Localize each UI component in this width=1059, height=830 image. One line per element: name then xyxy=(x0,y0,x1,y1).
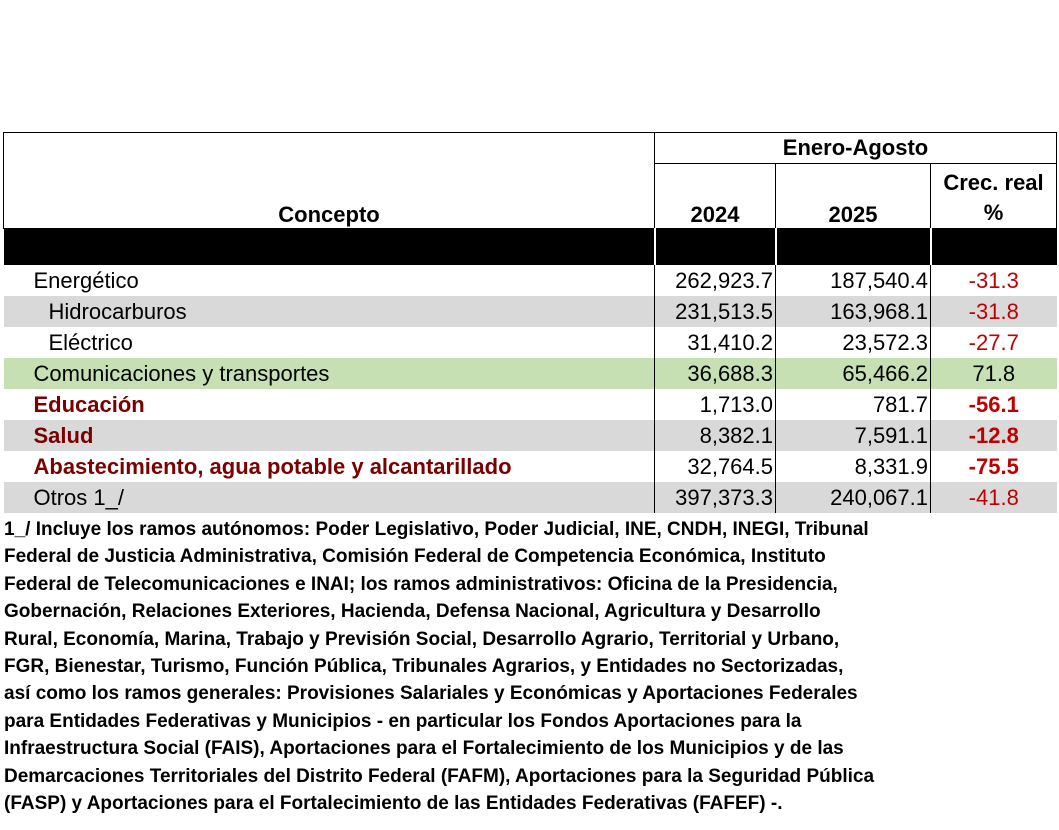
growth-header: Crec. real % xyxy=(931,164,1057,229)
row-value-2025: 23,572.3 xyxy=(776,327,931,358)
footnote-line: Demarcaciones Territoriales del Distrito Federal (FAFM), Aportaciones para la Seguridad Pública xyxy=(4,765,875,787)
row-concept: Abastecimiento, agua potable y alcantarillado xyxy=(4,451,655,482)
row-value-2024: 262,923.7 xyxy=(655,265,776,296)
footnote-line: para Entidades Federativas y Municipios - en particular los Fondos Aportaciones para la xyxy=(4,710,802,732)
row-concept: Energético xyxy=(4,265,655,296)
row-growth: -27.7 xyxy=(931,327,1057,358)
row-concept: Eléctrico xyxy=(4,327,655,358)
row-value-2024: 397,373.3 xyxy=(655,482,776,513)
period-header: Enero-Agosto xyxy=(655,133,1057,164)
row-value-2024: 1,713.0 xyxy=(655,389,776,420)
footnote-line: Gobernación, Relaciones Exteriores, Hacienda, Defensa Nacional, Agricultura y Desarrollo xyxy=(4,601,821,623)
row-value-2025: 8,331.9 xyxy=(776,451,931,482)
footnote xyxy=(4,516,1057,817)
row-growth: -56.1 xyxy=(931,389,1057,420)
row-value-2024: 8,382.1 xyxy=(655,420,776,451)
table-row xyxy=(4,389,1057,420)
row-growth: 71.8 xyxy=(931,358,1057,389)
footnote-line: 1_/ Incluye los ramos autónomos: Poder Legislativo, Poder Judicial, INE, CNDH, INEGI, Tribunal xyxy=(4,519,869,540)
table-row xyxy=(4,420,1057,451)
row-growth: -12.8 xyxy=(931,420,1057,451)
table-row xyxy=(4,482,1057,513)
row-value-2024: 31,410.2 xyxy=(655,327,776,358)
row-value-2024: 32,764.5 xyxy=(655,451,776,482)
black-band xyxy=(4,229,1057,266)
table-row xyxy=(4,265,1057,296)
row-concept: Hidrocarburos xyxy=(4,296,655,327)
table-row xyxy=(4,451,1057,482)
footnote-line: Federal de Telecomunicaciones e INAI; los ramos administrativos: Oficina de la Presidencia, xyxy=(4,573,838,595)
footnote-line: Rural, Economía, Marina, Trabajo y Previsión Social, Desarrollo Agrario, Territorial y Urbano, xyxy=(4,628,840,650)
row-growth: -75.5 xyxy=(931,451,1057,482)
table-row xyxy=(4,327,1057,358)
row-concept: Salud xyxy=(4,420,655,451)
row-concept: Educación xyxy=(4,389,655,420)
footnote-line: así como los ramos generales: Provisiones Salariales y Económicas y Aportaciones Federales xyxy=(4,683,858,705)
footnote-line: (FASP) y Aportaciones para el Fortalecimiento de las Entidades Federativas (FAFEF) -. xyxy=(4,793,783,815)
year-2024-header: 2024 xyxy=(655,164,776,229)
footnote-line: Federal de Justicia Administrativa, Comisión Federal de Competencia Económica, Instituto xyxy=(4,546,826,568)
row-value-2024: 36,688.3 xyxy=(655,358,776,389)
footnote-line: Infraestructura Social (FAIS), Aportaciones para el Fortalecimiento de los Municipios y de las xyxy=(4,738,844,760)
row-growth: -41.8 xyxy=(931,482,1057,513)
row-value-2025: 65,466.2 xyxy=(776,358,931,389)
spending-table xyxy=(3,132,1057,513)
row-value-2025: 163,968.1 xyxy=(776,296,931,327)
table-row xyxy=(4,358,1057,389)
table-row xyxy=(4,296,1057,327)
row-growth: -31.3 xyxy=(931,265,1057,296)
row-value-2024: 231,513.5 xyxy=(655,296,776,327)
row-value-2025: 781.7 xyxy=(776,389,931,420)
row-value-2025: 240,067.1 xyxy=(776,482,931,513)
row-concept: Otros 1_/ xyxy=(4,482,655,513)
row-growth: -31.8 xyxy=(931,296,1057,327)
year-2025-header: 2025 xyxy=(776,164,931,229)
row-value-2025: 187,540.4 xyxy=(776,265,931,296)
concept-header: Concepto xyxy=(4,133,655,229)
row-value-2025: 7,591.1 xyxy=(776,420,931,451)
row-concept: Comunicaciones y transportes xyxy=(4,358,655,389)
footnote-line: FGR, Bienestar, Turismo, Función Pública, Tribunales Agrarios, y Entidades no Sectorizadas, xyxy=(4,656,844,678)
